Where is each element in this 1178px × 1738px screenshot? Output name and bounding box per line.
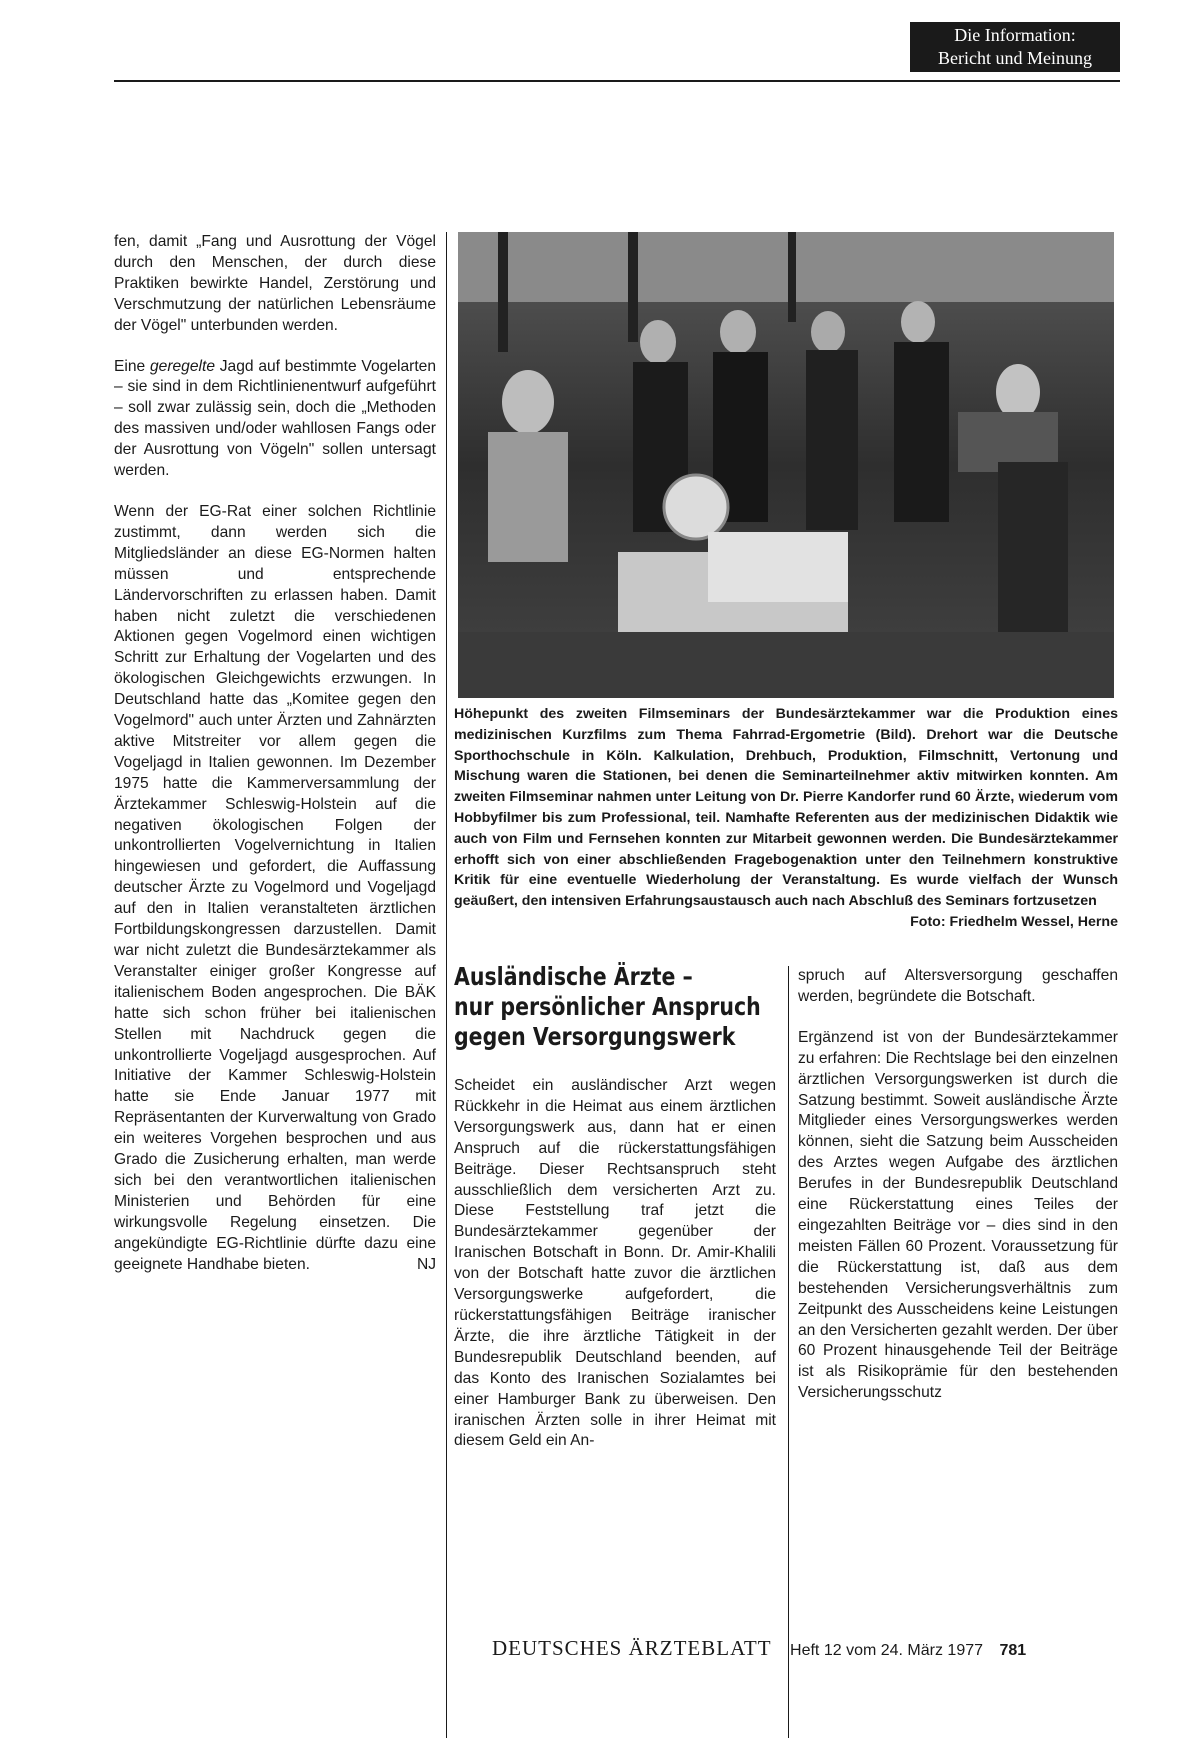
right-paragraph-1: spruch auf Altersversorgung geschaffen werden, begründete die Botschaft.	[798, 967, 1118, 1005]
left-paragraph-2-post: Jagd auf bestimmte Vogelarten – sie sind in dem Richtlinienentwurf aufgeführt – soll zwar zulässig sein, doch die „Methoden des massiven und/oder wahllosen Fangs oder der Ausrottung von Vögeln" sollen untersagt werden.	[114, 357, 436, 480]
left-paragraph-2	[114, 357, 436, 482]
photo-illustration	[458, 232, 1114, 698]
middle-paragraph-1: Scheidet ein ausländischer Arzt wegen Rückkehr in die Heimat aus einem ärztlichen Versorgungswerk aus, dann hat er einen Anspruch auf die rückerstattungsfähigen Beiträge. Dieser Rechtsanspruch steht ausschließlich dem versicherten Arzt zu. Diese Feststellung traf jetzt die Bundesärztekammer gegenüber der Iranischen Botschaft in Bonn. Dr. Amir-Khalili von der Botschaft hatte zuvor die ärztlichen Versorgungswerke aufgefordert, die rückerstattungsfähigen Beiträge iranischer Ärzte, die ihre ärztliche Tätigkeit in der Bundesrepublik Deutschland beenden, auf das Konto des Iranischen Sozialamtes bei einer Hamburger Bank zu überweisen. Den iranischen Ärzten solle in ihrer Heimat mit diesem Geld ein An-	[454, 1077, 776, 1450]
article-signature: NJ	[416, 1255, 436, 1273]
page-footer	[492, 1636, 1026, 1661]
left-paragraph-1: fen, damit „Fang und Ausrottung der Vögel durch den Menschen, der durch diese Praktiken bewirkte Handel, Zerstörung und Verschmutzung der natürlichen Lebensräume der Vögel" unterbunden werden.	[114, 233, 436, 334]
journal-name: DEUTSCHES ÄRZTEBLATT	[492, 1636, 772, 1660]
headline-line-3: gegen Versorgungswerk	[454, 1022, 736, 1051]
headline-line-2: nur persönlicher Anspruch	[454, 992, 761, 1021]
left-paragraph-3-text: Wenn der EG-Rat einer solchen Richtlinie zustimmt, dann werden sich die Mitgliedsländer an diese EG-Normen halten müssen und entsprechende Ländervorschriften zu erlassen haben. Damit haben nicht zuletzt die verschiedenen Aktionen gegen Vogelmord einen wichtigen Schritt zur Erhaltung der Vogelarten und des ökologischen Gleichgewichts erzwungen. In Deutschland hatte das „Komitee gegen den Vogelmord" auch unter Ärzten und Zahnärzten aktive Mitstreiter vor allem gegen die Vogeljagd in Italien gewonnen. Im Dezember 1975 hatte die Kammerversammlung der Ärztekammer Schleswig-Holstein auf die negativen ökologischen Folgen der unkontrollierten Vogelvernichtung in Italien hingewiesen und gefordert, die Auffassung deutscher Ärzte zu Vogelmord und Vogeljagd auf den in Italien veranstalteten ärztlichen Fortbildungskongressen darzustellen. Damit war nicht zuletzt die Bundesärztekammer als Veranstalter einiger großer Kongresse auf italienischem Boden angesprochen. Die BÄK hatte sich schon früher bei italienischen Stellen mit Nachdruck gegen die unkontrollierte Vogeljagd ausgesprochen. Auf Initiative der Kammer Schleswig-Holstein hatte sie Ende Januar 1977 mit Repräsentanten der Kurverwaltung von Grado ein weiteres Vorgehen besprochen und aus Grado die Zusicherung erhalten, man werde sich bei den verantwortlichen italienischen Ministerien und Behörden für eine wirkungsvolle Regelung einsetzen. Die angekündigte EG-Richtlinie dürfte dazu eine geeignete Handhabe bieten.	[114, 502, 436, 1273]
left-paragraph-2-pre: Eine	[114, 357, 150, 375]
column-rule-left	[446, 232, 447, 1738]
right-column	[798, 966, 1118, 1424]
header-rule	[114, 80, 1120, 82]
right-paragraph-2: Ergänzend ist von der Bundesärztekammer zu erfahren: Die Rechtslage bei den einzelnen ärztlichen Versorgungswerken ist durch die Satzung bestimmt. Soweit ausländische Ärzte Mitglieder eines Versorgungswerkes werden können, sieht die Satzung beim Ausscheiden des Arztes wegen Aufgabe des ärztlichen Berufes in der Bundesrepublik Deutschland eine Rückerstattung eines Teiles der eingezahlten Beiträge vor – dies sind in den meisten Fällen 60 Prozent. Voraussetzung für die Rückerstattung ist, daß aus dem bestehenden Versicherungsverhältnis zum Zeitpunkt des Ausscheidens keine Leistungen an den Versicherten gezahlt werden. Der über 60 Prozent hinausgehende Teil der Beiträge ist als Risikoprämie für den bestehenden Versicherungsschutz	[798, 1028, 1118, 1402]
section-header-box	[910, 22, 1120, 72]
photo-caption-text: Höhepunkt des zweiten Filmseminars der Bundesärztekammer war die Produktion eines medizinischen Kurzfilms zum Thema Fahrrad-Ergometrie (Bild). Drehort war die Deutsche Sporthochschule in Köln. Kalkulation, Drehbuch, Produktion, Filmschnitt, Vertonung und Mischung waren die Stationen, bei denen die Seminarteilnehmer aktiv mitwirken konnten. Am zweiten Filmseminar nahmen unter Leitung von Dr. Pierre Kandorfer rund 60 Ärzte, wiederum vom Hobbyfilmer bis zum Professional, teil. Namhafte Referenten aus der medizinischen Didaktik wie auch von Film und Fernsehen konnten zur Mitarbeit gewonnen werden. Die Bundesärztekammer erhofft sich von einer abschließenden Fragebogenaktion unter den Teilnehmern konstruktive Kritik für eine eventuelle Wiederholung der Veranstaltung. Es wurde vielfach der Wunsch geäußert, den intensiven Erfahrungsaustausch auch nach Abschluß des Seminars fortzusetzen	[454, 706, 1118, 910]
left-paragraph-2-emphasis: geregelte	[149, 357, 215, 375]
photo-caption	[454, 704, 1118, 933]
article-headline	[454, 962, 774, 1052]
left-column	[114, 232, 436, 1276]
photo-credit: Foto: Friedhelm Wessel, Herne	[910, 913, 1118, 930]
headline-line-1: Ausländische Ärzte –	[454, 962, 693, 991]
issue-info: Heft 12 vom 24. März 1977	[790, 1642, 984, 1659]
section-header-line2: Bericht und Meinung	[938, 48, 1092, 68]
column-rule-right	[788, 966, 789, 1738]
photo-film-seminar	[458, 232, 1114, 698]
section-header-line1: Die Information:	[954, 25, 1076, 45]
middle-column	[454, 1076, 776, 1472]
left-paragraph-3	[114, 502, 436, 1276]
page-number: 781	[999, 1642, 1027, 1659]
